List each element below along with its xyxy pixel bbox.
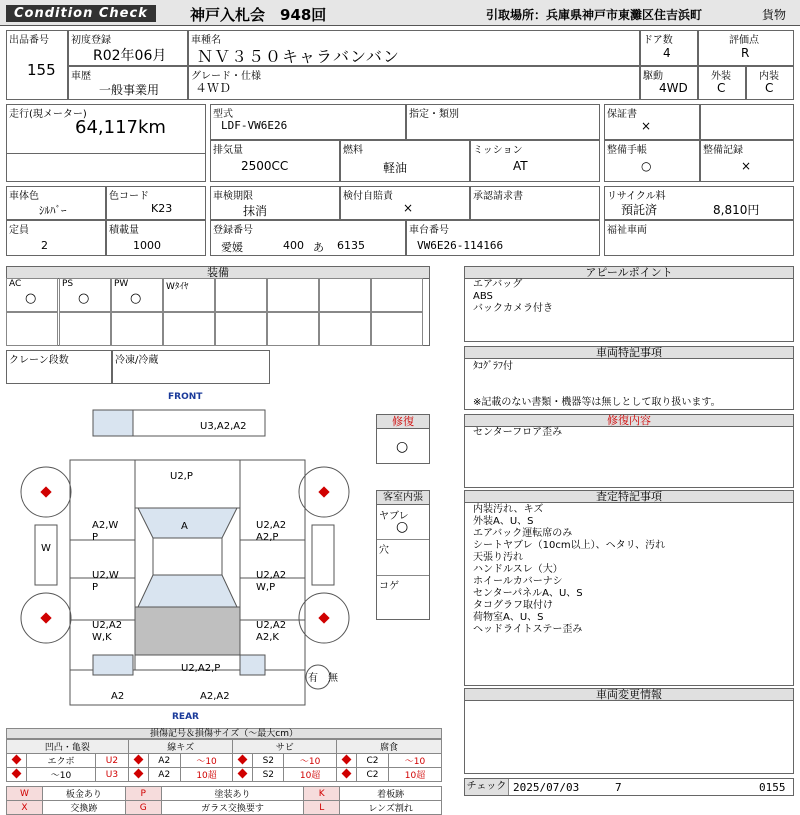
check-footer: チェック 2025/07/03 7 0155 [464, 778, 794, 796]
legend-code-key: W [7, 787, 43, 801]
legend-code-key: X [7, 801, 43, 815]
spare-present: 有 [308, 673, 318, 684]
lot-number: 155 [27, 61, 56, 79]
damage-diamond-icon [342, 754, 352, 764]
exterior-box: 外装 C [698, 66, 746, 100]
legend-code-value: 塗装あり [161, 787, 303, 801]
displacement-box: 排気量 2500CC [210, 140, 340, 182]
maint-record-box: 整備記録 × [700, 140, 794, 182]
recycle-box: リサイクル料 預託済 8,810円 [604, 186, 794, 220]
legend-code-value: ガラス交換要す [161, 801, 303, 815]
check-code: 0155 [759, 781, 786, 794]
legend-code-value: 着板跡 [340, 787, 442, 801]
legend-cell: S2 [253, 754, 284, 768]
legend-code-key: L [304, 801, 340, 815]
legend-cell: A2 [148, 754, 180, 768]
equipment-cell [6, 312, 58, 346]
change-info-panel: 車両変更情報 [464, 688, 794, 774]
special-note: ※記載のない書類・機器等は無しとして取り扱います。 [473, 397, 721, 408]
legend-diamond [233, 768, 253, 782]
equipment-mark: ○ [130, 291, 142, 306]
mark-windshield: A [181, 521, 188, 532]
welfare-box: 福祉車両 [604, 220, 794, 256]
mark-rr-quarter: U2,A2 A2,K [256, 620, 287, 643]
equipment-0 [6, 278, 58, 312]
legend-cell: 〜10 [27, 768, 96, 782]
legend-cell: C2 [357, 768, 389, 782]
repair-flag: ○ [396, 439, 409, 455]
equipment-cell [111, 312, 163, 346]
legend-cell: エクボ [27, 754, 96, 768]
repair-content-panel: 修復内容 センターフロア歪み [464, 414, 794, 488]
damage-diamond-icon [133, 768, 143, 778]
chassis-number: VW6E26-114166 [417, 239, 504, 252]
history: 一般事業用 [99, 83, 160, 97]
equipment-label: PS [62, 279, 74, 289]
interior-grade: C [765, 81, 774, 95]
auction-title: 神戸入札会 948回 [190, 6, 327, 24]
equipment-cell [371, 278, 423, 312]
first-reg: R02年06月 [93, 48, 167, 64]
mark-fr-door: U2,A2 A2,P [256, 520, 287, 543]
equipment-mark: ○ [78, 291, 90, 306]
legend-diamond [7, 768, 27, 782]
designation-box: 指定・類別 [406, 104, 600, 140]
equipment-cell [267, 312, 319, 346]
first-reg-box: 初度登録 R02年06月 [68, 30, 188, 66]
freezer-box: 冷凍/冷蔵 [112, 350, 270, 384]
special-text: ﾀｺｸﾞﾗﾌ付 [473, 361, 513, 372]
insurance: × [403, 201, 414, 215]
mission-box: ミッション AT [470, 140, 600, 182]
color-code-box: 色コード K23 [106, 186, 206, 220]
mark-fl-door: A2,W P [92, 520, 119, 543]
legend-diamond [128, 754, 148, 768]
crane-box: クレーン段数 [6, 350, 112, 384]
history-box: 車歴 一般事業用 [68, 66, 188, 100]
repair-flag-box: 修復 ○ [376, 414, 430, 464]
chassis-box: 車台番号 VW6E26-114166 [406, 220, 600, 256]
maint-book-box: 整備手帳 ○ [604, 140, 700, 182]
equipment-2 [111, 278, 163, 312]
car-name: ＮＶ３５０キャラバンバン [197, 47, 400, 66]
model-code: LDF-VW6E26 [221, 119, 288, 132]
mileage-box: 走行(現メーター) 64,117km [6, 104, 206, 182]
damage-diamond-icon [133, 754, 143, 764]
maint-book: ○ [641, 159, 652, 173]
damage-diamond-icon [342, 768, 352, 778]
legend-code-value: レンズ割れ [340, 801, 442, 815]
equipment-cell [319, 278, 371, 312]
mark-rr-panel: U2,A2 W,P [256, 570, 287, 593]
legend-cell: 〜10 [284, 754, 337, 768]
equipment-1 [59, 278, 111, 312]
damage-diamond-icon [238, 754, 248, 764]
car-name-box: 車種名 ＮＶ３５０キャラバンバン [188, 30, 640, 66]
equipment-label: PW [114, 279, 129, 289]
mark-rl-bumper: A2 [111, 691, 125, 702]
legend-cell: 〜10 [180, 754, 233, 768]
damage-diamond-icon [12, 754, 22, 764]
equipment-cell [59, 312, 111, 346]
legend-diamond [337, 768, 357, 782]
maint-record: × [741, 159, 752, 173]
assessment-text: 内装汚れ、キズ 外装A、U、S エアバック運転席のみ シートヤブレ（10cm以上）、ヘタリ、汚れ 天張り汚れ ハンドルスレ（大） ホイールカバーナシ センターパネルA、U、S タコグラフ取付け 荷物室A、U、S ヘッドライトステー歪み [473, 504, 666, 635]
cabin-tear-mark: ○ [396, 519, 409, 535]
legend-diamond [7, 754, 27, 768]
drive-box: 駆動 4WD [640, 66, 698, 100]
legend-code-key: P [125, 787, 161, 801]
vehicle-category: 貨物 [762, 8, 787, 22]
legend-diamond [233, 754, 253, 768]
lot-number-box: 出品番号 155 [6, 30, 68, 100]
model-box: 型式 LDF-VW6E26 [210, 104, 406, 140]
legend-code-key: G [125, 801, 161, 815]
mark-left-mirror: W [41, 543, 51, 554]
spare-none: 無 [328, 673, 338, 684]
damage-diamond-icon [238, 768, 248, 778]
equipment-label: Wﾀｲﾔ [166, 282, 189, 292]
mark-rl-panel: U2,W P [92, 570, 119, 593]
legend-cell: 10超 [284, 768, 337, 782]
color-box: 車体色 ｼﾙﾊﾞｰ [6, 186, 106, 220]
legend-cell: U2 [96, 754, 129, 768]
repair-content-text: センターフロア歪み [473, 427, 563, 438]
legend-diamond [128, 768, 148, 782]
reg-number-box: 登録番号 愛媛 400 あ 6135 [210, 220, 406, 256]
mark-rr-bumper: A2,A2 [200, 691, 230, 702]
warranty: × [641, 119, 652, 133]
equipment-panel: 装備 [6, 266, 430, 346]
assessment-panel: 査定特記事項 内装汚れ、キズ 外装A、U、S エアバック運転席のみ シートヤブレ（10cm以上）、ヘタリ、汚れ 天張り汚れ ハンドルスレ（大） ホイールカバーナシ センターパネルA、U、S タコグラフ取付け 荷物室A、U、S ヘッドライトステー歪み [464, 490, 794, 686]
load-box: 積載量 1000 [106, 220, 206, 256]
inspection: 抹消 [243, 204, 268, 218]
check-date: 2025/07/03 [513, 781, 580, 794]
body-color: ｼﾙﾊﾞｰ [39, 204, 67, 217]
legend-group-name: 凹凸・亀裂 [7, 740, 129, 754]
legend-group-name: 腐食 [337, 740, 442, 754]
check-num: 7 [615, 781, 622, 794]
mark-front-bumper: U3,A2,A2 [200, 421, 247, 432]
recycle-status: 預託済 [621, 203, 658, 217]
equipment-cell [215, 278, 267, 312]
mark-rl-quarter: U2,A2 W,K [92, 620, 123, 643]
grade: ４ＷＤ [195, 81, 232, 95]
equipment-label: AC [9, 279, 22, 289]
special-panel: 車両特記事項 ﾀｺｸﾞﾗﾌ付 ※記載のない書類・機器等は無しとして取り扱います。 [464, 346, 794, 410]
mark-rear-door: U2,A2,P [181, 663, 221, 674]
interior-box: 内装 C [746, 66, 794, 100]
header-bar [0, 0, 800, 26]
appeal-panel: アピールポイント エアバッグ ABS バックカメラ付き [464, 266, 794, 342]
damage-legend: 損傷記号＆損傷サイズ（〜最大cm） 凹凸・亀裂 線キズ サビ 腐食 エクボ U2 A2 〜10 S2 〜10 C2 〜10 〜10 U3 A2 10超 S2 10超 C2 10超 W 板金あり P 塗装あり K 着板跡 X 交換跡 G ガラス交換要す L レンズ割れ [6, 728, 442, 796]
equipment-mark: ○ [25, 291, 37, 306]
color-code: K23 [151, 202, 173, 215]
insurance-box: 検付自賠責 × [340, 186, 470, 220]
damage-diamond-icon [12, 768, 22, 778]
legend-group-name: サビ [233, 740, 337, 754]
load-capacity: 1000 [133, 239, 161, 252]
equipment-cell [215, 312, 267, 346]
legend-code-value: 交換跡 [43, 801, 126, 815]
fuel-box: 燃料 軽油 [340, 140, 470, 182]
equipment-3 [163, 278, 215, 312]
doors-box: ドア数 4 [640, 30, 698, 66]
legend-code-value: 板金あり [43, 787, 126, 801]
approval-box: 承認請求書 [470, 186, 600, 220]
legend-code-key: K [304, 787, 340, 801]
equipment-cell [319, 312, 371, 346]
cabin-box: 客室内張 ヤブレ ○ 穴 コゲ [376, 490, 430, 620]
mission: AT [513, 159, 528, 173]
equipment-cell [163, 312, 215, 346]
exterior-grade: C [717, 81, 726, 95]
condition-check-logo: Condition Check [6, 5, 156, 22]
capacity-box: 定員 2 [6, 220, 106, 256]
doors: 4 [663, 46, 671, 60]
warranty-box: 保証書 × [604, 104, 700, 140]
equipment-cell [371, 312, 423, 346]
drive: 4WD [659, 81, 688, 95]
mark-hood: U2,P [170, 471, 193, 482]
score: R [741, 46, 750, 60]
displacement: 2500CC [241, 159, 289, 173]
grade-box: グレード・仕様 ４ＷＤ [188, 66, 640, 100]
front-label: FRONT [168, 392, 203, 402]
equipment-cell [267, 278, 319, 312]
legend-cell: S2 [253, 768, 284, 782]
legend-cell: 10超 [389, 768, 442, 782]
legend-group-name: 線キズ [128, 740, 233, 754]
capacity: 2 [41, 239, 48, 252]
inspection-box: 車検期限 抹消 [210, 186, 340, 220]
mileage: 64,117km [75, 117, 166, 138]
legend-cell: C2 [357, 754, 389, 768]
legend-cell: 10超 [180, 768, 233, 782]
legend-cell: U3 [96, 768, 129, 782]
legend-diamond [337, 754, 357, 768]
rear-label: REAR [172, 712, 199, 722]
fuel: 軽油 [383, 161, 408, 175]
legend-cell: A2 [148, 768, 180, 782]
recycle-amount: 8,810円 [713, 203, 760, 217]
appeal-text: エアバッグ ABS バックカメラ付き [473, 279, 553, 314]
legend-cell: 〜10 [389, 754, 442, 768]
score-box: 評価点 R [698, 30, 794, 66]
car-diagram [0, 385, 376, 725]
pickup-location: 引取場所：兵庫県神戸市東灘区住吉浜町 [486, 8, 703, 22]
